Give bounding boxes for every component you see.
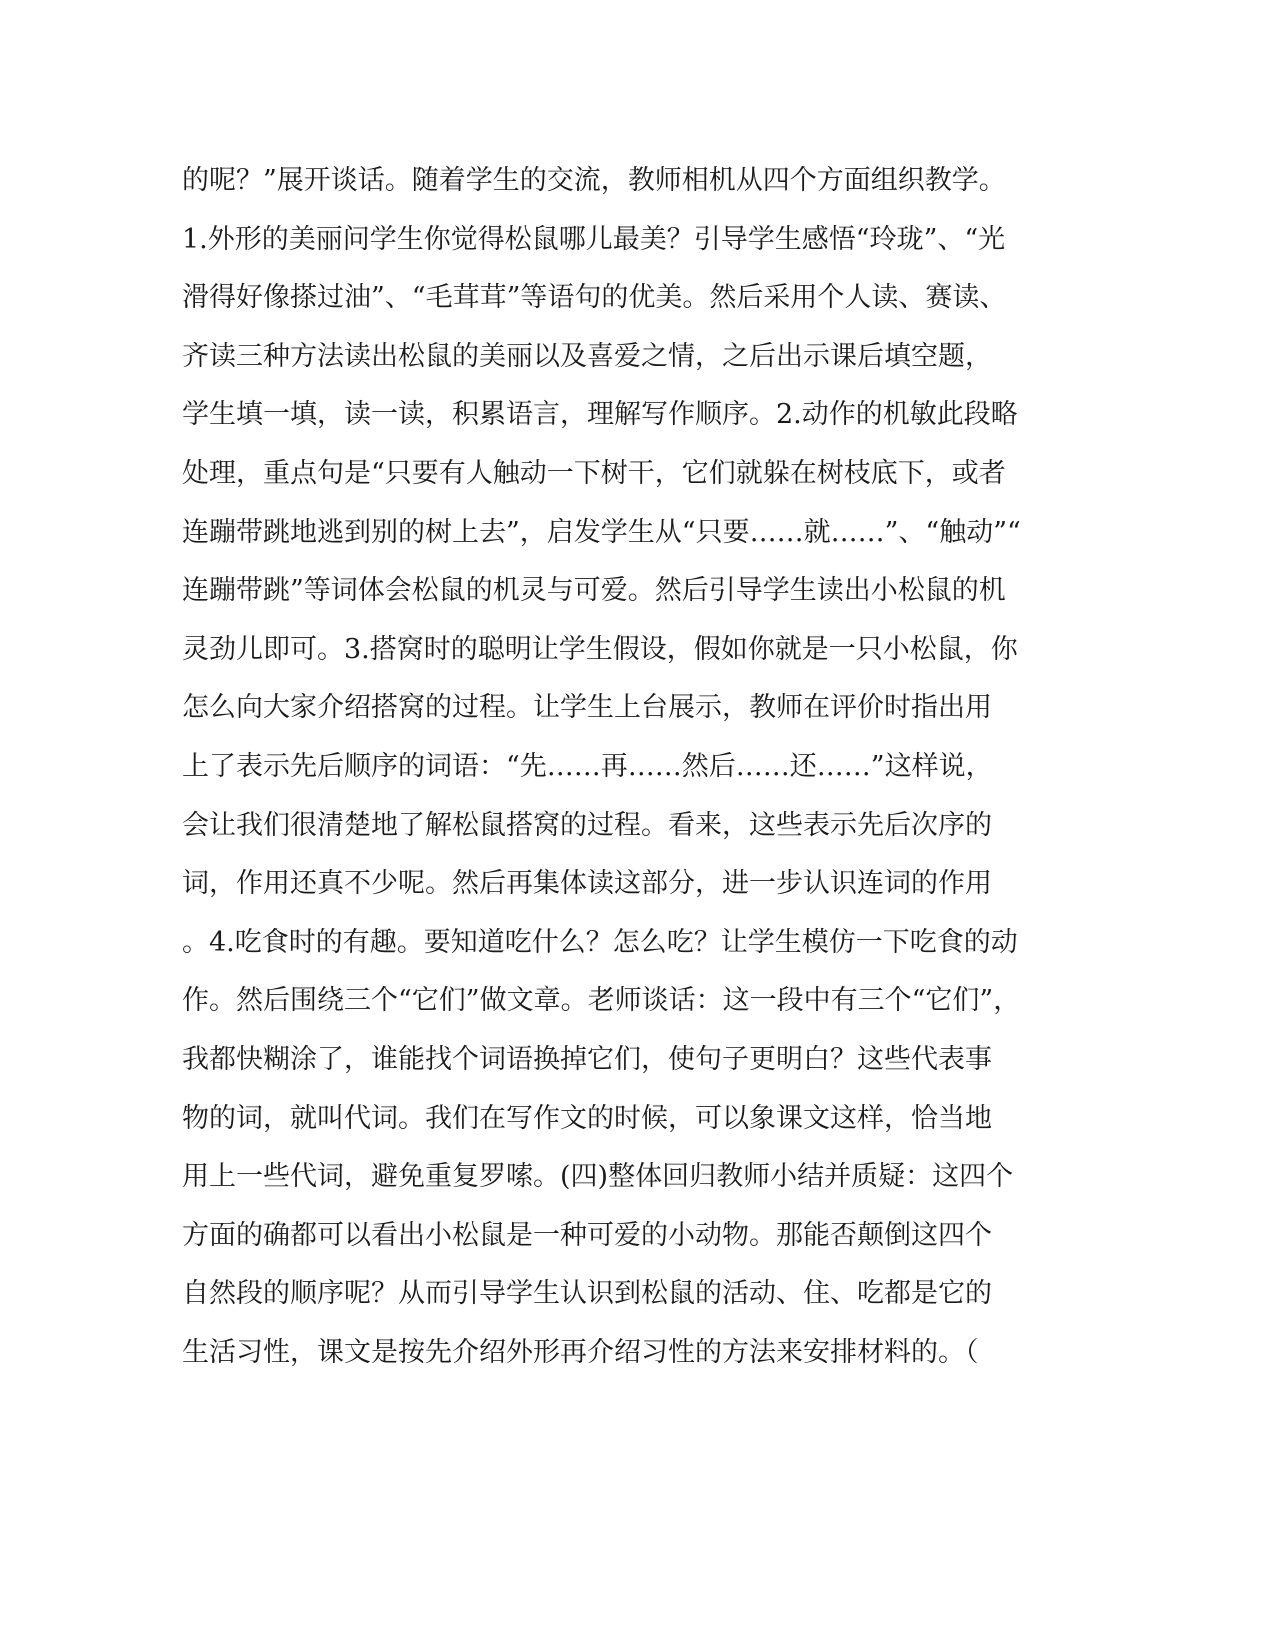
text-line: 学生填一填，读一读，积累语言，理解写作顺序。2.动作的机敏此段略 <box>182 399 1018 431</box>
text-line: 怎么向大家介绍搭窝的过程。让学生上台展示，教师在评价时指出用 <box>182 692 992 724</box>
text-line: 上了表示先后顺序的词语：“先……再……然后……还……”这样说， <box>182 750 993 782</box>
text-line: 滑得好像搽过油”、“毛茸茸”等语句的优美。然后采用个人读、赛读、 <box>182 282 1007 314</box>
text-line: 我都快糊涂了，谁能找个词语换掉它们，使句子更明白？这些代表事 <box>182 1043 992 1075</box>
text-line: 处理，重点句是“只要有人触动一下树干，它们就躲在树枝底下，或者 <box>182 457 1006 489</box>
text-line: 方面的确都可以看出小松鼠是一种可爱的小动物。那能否颠倒这四个 <box>182 1219 992 1251</box>
text-line: 生活习性，课文是按先介绍外形再介绍习性的方法来安排材料的。（ <box>182 1336 979 1368</box>
text-line: 灵劲儿即可。3.搭窝时的聪明让学生假设，假如你就是一只小松鼠，你 <box>182 633 1018 665</box>
text-line: 物的词，就叫代词。我们在写作文的时候，可以象课文这样，恰当地 <box>182 1102 992 1134</box>
text-line: 的呢？”展开谈话。随着学生的交流，教师相机从四个方面组织教学。 <box>182 165 1006 196</box>
text-line: 齐读三种方法读出松鼠的美丽以及喜爱之情，之后出示课后填空题， <box>182 340 992 372</box>
text-line: 会让我们很清楚地了解松鼠搭窝的过程。看来，这些表示先后次序的 <box>182 809 992 841</box>
text-line: 。4.吃食时的有趣。要知道吃什么？怎么吃？让学生模仿一下吃食的动 <box>182 926 1018 958</box>
text-line: 作。然后围绕三个“它们”做文章。老师谈话：这一段中有三个“它们”， <box>182 985 1021 1017</box>
text-line: 连蹦带跳”等词体会松鼠的机灵与可爱。然后引导学生读出小松鼠的机 <box>182 575 1006 607</box>
text-line: 词，作用还真不少呢。然后再集体读这部分，进一步认识连词的作用 <box>182 868 992 900</box>
text-line: 用上一些代词，避免重复罗嗦。(四)整体回归教师小结并质疑：这四个 <box>182 1161 1014 1193</box>
body-text <box>182 152 1062 1382</box>
text-line: 连蹦带跳地逃到别的树上去”，启发学生从“只要……就……”、“触动”“ <box>182 516 1021 548</box>
text-line: 自然段的顺序呢？从而引导学生认识到松鼠的活动、住、吃都是它的 <box>182 1278 992 1310</box>
text-line: 1.外形的美丽问学生你觉得松鼠哪儿最美？引导学生感悟“玲珑”、“光 <box>182 223 1006 255</box>
